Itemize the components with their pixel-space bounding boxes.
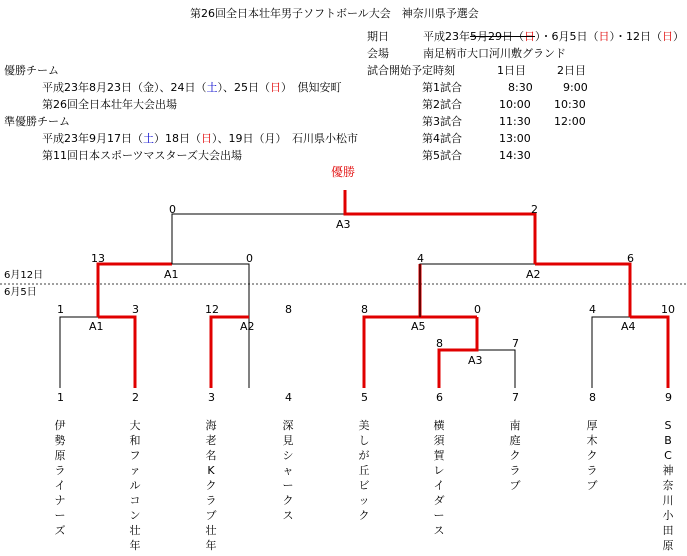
winner-line [345, 190, 535, 264]
game-time-day1: 14:30 [499, 149, 531, 162]
semi-right-right-score: 6 [627, 252, 634, 265]
r1-score: 8 [285, 303, 292, 316]
game-time-day1: 13:00 [499, 132, 531, 145]
champion-label: 優勝 [331, 165, 356, 179]
schedule-label: 試合開始予定時刻 [367, 64, 455, 77]
winner-line [630, 317, 668, 388]
page-title: 第26回全日本壮年男子ソフトボール大会 神奈川県予選会 [190, 7, 479, 20]
r1-match-name: A1 [89, 320, 104, 333]
team-number: 4 [285, 391, 292, 404]
team-number: 3 [208, 391, 215, 404]
period-year: 平成23年 [423, 30, 470, 43]
r1-score: 8 [361, 303, 368, 316]
cancelled-date: 5月29日（ [470, 30, 524, 43]
bracket-line [172, 214, 345, 264]
team-name: 深見シャークス [282, 419, 294, 522]
team-name: 伊勢原ライナーズ [54, 419, 66, 537]
winner-note: 第26回全日本壮年大会出場 [42, 98, 177, 111]
team-number: 7 [512, 391, 519, 404]
semi-right-name: A2 [526, 268, 541, 281]
team-number: 8 [589, 391, 596, 404]
game-label: 第1試合 [422, 81, 462, 94]
team-number: 6 [436, 391, 443, 404]
game-time-day2: 10:30 [554, 98, 586, 111]
team-name: 横須賀レイダース [433, 419, 445, 537]
final-right-score: 2 [531, 203, 538, 216]
saturday-mark: 土 [206, 81, 218, 94]
winner-dates-b: ）、25日（ [217, 81, 270, 94]
game-label: 第5試合 [422, 149, 462, 162]
game-time-day1: 11:30 [499, 115, 531, 128]
r1-match-name: A5 [411, 320, 426, 333]
day2-label: 6月12日 [4, 270, 44, 281]
saturday-mark: 土 [143, 132, 154, 145]
period-third: ）・12日（ [609, 30, 662, 43]
sunday-mark: 日 [270, 81, 281, 94]
venue-label: 会場 [367, 47, 389, 60]
r1-score: 0 [474, 303, 481, 316]
period-second: ）・6月5日（ [535, 30, 599, 43]
team-name: 海老名Kクラブ壮年 [205, 419, 217, 552]
sunday-mark: 日 [598, 30, 610, 43]
game-time-day1: 8:30 [508, 81, 533, 94]
semi-left-right-score: 0 [246, 252, 253, 265]
game-label: 第2試合 [422, 98, 462, 111]
winner-line [535, 264, 630, 317]
team-number: 5 [361, 391, 368, 404]
sunday-mark: 日 [201, 132, 212, 145]
runner-up-dates-c: ）、19日（月） 石川県小松市 [212, 132, 358, 145]
r1-match-name: A2 [240, 320, 255, 333]
team-name: 大和ファルコン壮年 [129, 419, 141, 552]
game-time-day1: 10:00 [499, 98, 531, 111]
team-name: 南庭クラブ [509, 419, 521, 492]
bracket-line [477, 350, 515, 388]
team-number: 2 [132, 391, 139, 404]
team-name: SBC神奈川小田原 [662, 419, 674, 552]
semi-right-left-score: 4 [417, 252, 424, 265]
winner-line [439, 317, 477, 388]
r0-match-name: A3 [468, 354, 483, 367]
day1-header: 1日目 [497, 64, 526, 77]
final-left-score: 0 [169, 203, 176, 216]
game-time-day2: 12:00 [554, 115, 586, 128]
r0-score: 8 [436, 337, 443, 350]
winner-line [98, 317, 135, 388]
day2-header: 2日目 [557, 64, 586, 77]
r1-score: 12 [205, 303, 219, 316]
sunday-mark: 日 [662, 30, 673, 43]
semi-left-left-score: 13 [91, 252, 105, 265]
r1-score: 10 [661, 303, 675, 316]
winner-dates-a: 平成23年8月23日（金）、24日（ [42, 81, 207, 94]
day1-label: 6月5日 [4, 287, 37, 298]
r1-score: 1 [57, 303, 64, 316]
team-number: 1 [57, 391, 64, 404]
game-label: 第4試合 [422, 132, 462, 145]
period-end: ） [673, 30, 684, 43]
venue: 南足柄市大口河川敷グランド [423, 47, 566, 60]
period-label: 期日 [367, 30, 389, 43]
runner-up-dates-a: 平成23年9月17日（ [42, 132, 143, 145]
team-name: 美しが丘ビック [358, 419, 370, 522]
r1-score: 3 [132, 303, 139, 316]
winner-label: 優勝チーム [4, 64, 59, 77]
team-number: 9 [665, 391, 672, 404]
runner-up-dates-b: ）18日（ [154, 132, 201, 145]
winner-dates-c: ） 倶知安町 [281, 81, 342, 94]
semi-left-name: A1 [164, 268, 179, 281]
r1-score: 4 [589, 303, 596, 316]
runner-up-label: 準優勝チーム [4, 115, 70, 128]
runner-up-note: 第11回日本スポーツマスターズ大会出場 [42, 149, 243, 162]
game-label: 第3試合 [422, 115, 462, 128]
r0-score: 7 [512, 337, 519, 350]
game-time-day2: 9:00 [563, 81, 588, 94]
sunday-mark: 日 [524, 30, 535, 43]
team-name: 厚木クラブ [586, 419, 598, 492]
final-match-name: A3 [336, 218, 351, 231]
r1-match-name: A4 [621, 320, 636, 333]
